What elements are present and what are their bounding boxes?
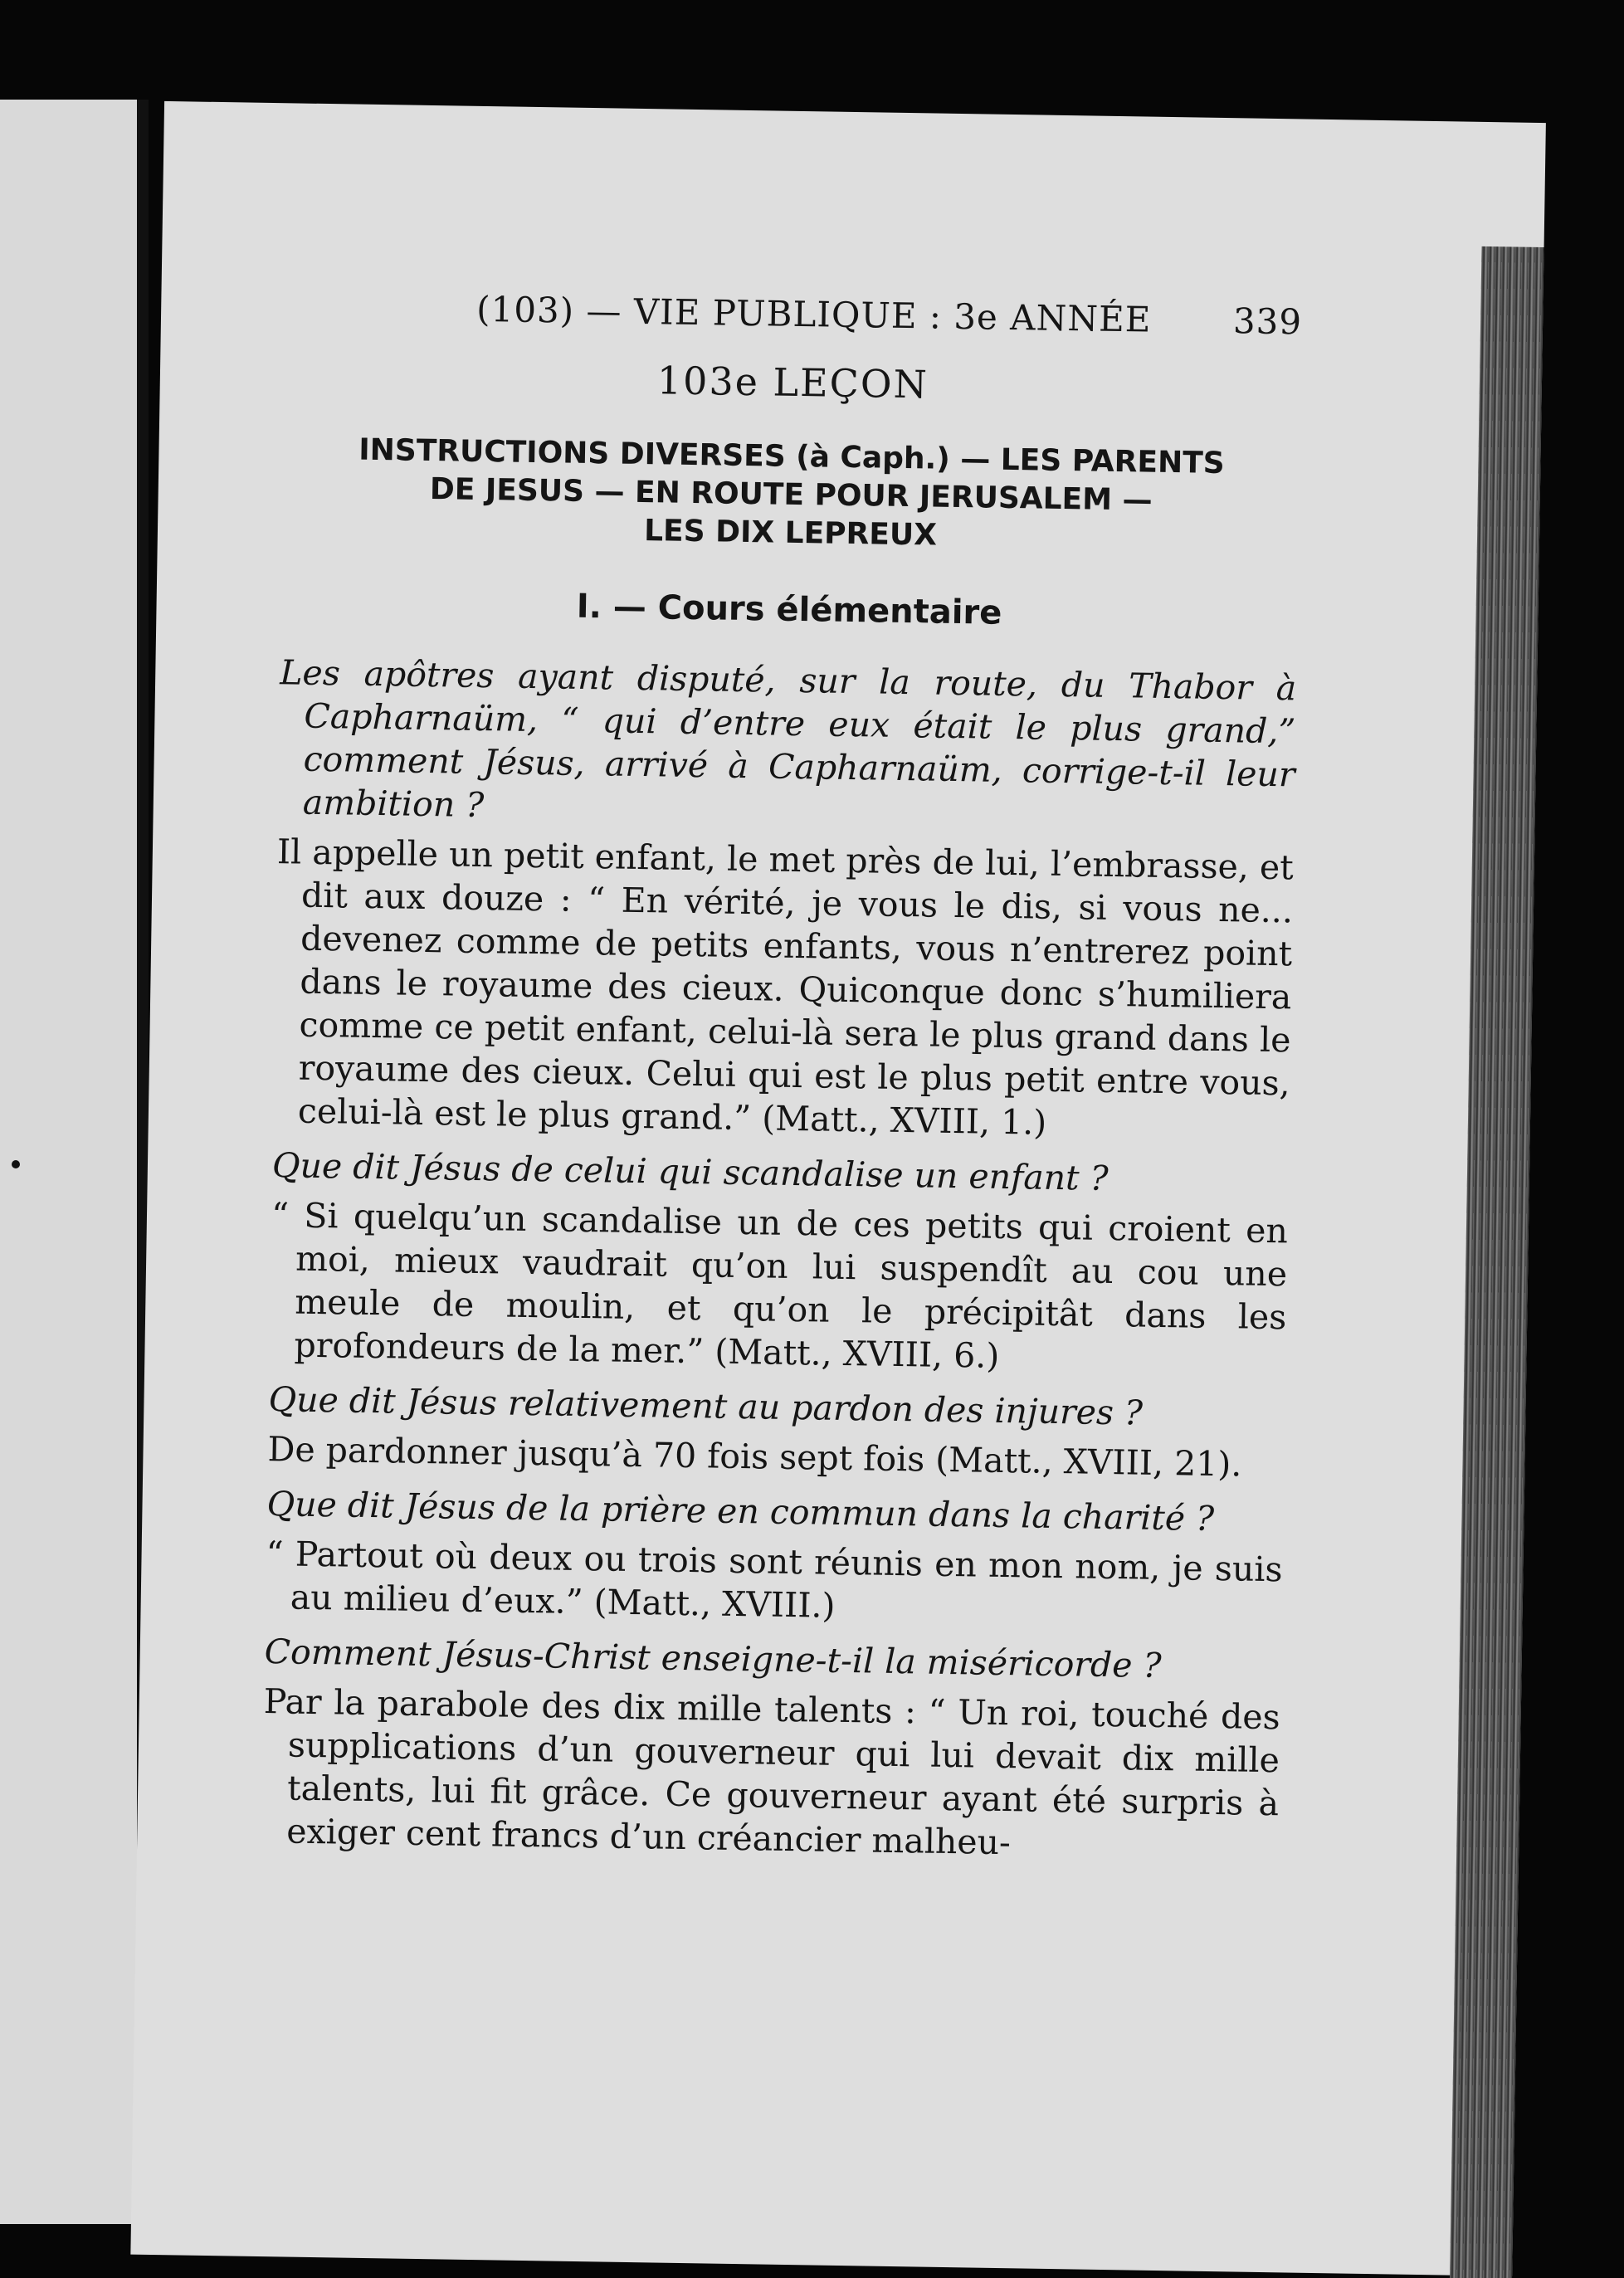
section-heading: I. — Cours élémentaire — [576, 587, 1002, 632]
lesson-title-line: INSTRUCTIONS DIVERSES (à Caph.) — LES PARENTS — [358, 432, 1225, 481]
page-stack-edge — [1448, 246, 1544, 2278]
question: Que dit Jésus de la prière en commun dans la charité ? — [266, 1484, 1215, 1539]
answer: Il appelle un petit enfant, le met près de lui, l’embrasse, et dit aux douze : “ En vérité, je vous le dis, si vous ne... devenez comme de petits enfants, vous n’entrerez point dans le royaume des cieux. Quiconque donc s’humiliera comme ce petit enfant, celui-là sera le plus grand dans le royaume des cieux. Celui qui est le plus petit entre vous, celui-là est le plus grand.” (Matt., XVIII, 1.) — [276, 832, 1295, 1143]
lesson-number: 103e LEÇON — [656, 358, 929, 407]
ink-speck — [12, 1160, 20, 1168]
answer: De pardonner jusqu’à 70 fois sept fois (Matt., XVIII, 21). — [267, 1429, 1242, 1485]
running-head-title: (103) — VIE PUBLIQUE : 3e ANNÉE — [475, 288, 1152, 340]
answer: Par la parabole des dix mille talents : “ Un roi, touché des supplications d’un gouverneur qui lui devait dix mille talents, lui fit grâce. Ce gouverneur ayant été surpris à exiger cent francs d’un créancier malheu- — [263, 1681, 1281, 1863]
question: Que dit Jésus de celui qui scandalise un enfant ? — [271, 1145, 1109, 1198]
page-text — [261, 285, 1303, 1880]
answer: “ Si quelqu’un scandalise un de ces petits qui croient en moi, mieux vaudrait qu’on lui suspendît au cou une meule de moulin, et qu’on le précipitât dans les profondeurs de la mer.” (Matt., XVIII, 6.) — [271, 1195, 1289, 1376]
answer: “ Partout où deux ou trois sont réunis en mon nom, je suis au milieu d’eux.” (Matt., XVIII.) — [266, 1534, 1283, 1626]
book-page — [130, 101, 1546, 2276]
question: Comment Jésus-Christ enseigne-t-il la miséricorde ? — [264, 1632, 1162, 1686]
question: Les apôtres ayant disputé, sur la route, du Thabor à Capharnaüm, “ qui d’entre eux était le plus grand,” comment Jésus, arrivé à Capharnaüm, corrige-t-il leur ambition ? — [279, 652, 1297, 826]
question: Que dit Jésus relativement au pardon des injures ? — [268, 1379, 1144, 1433]
running-head — [285, 285, 1303, 359]
previous-page-edge — [0, 100, 149, 2224]
lesson-title-line: DE JESUS — EN ROUTE POUR JERUSALEM — — [429, 472, 1153, 518]
lesson-title-line: LES DIX LEPREUX — [643, 514, 938, 553]
page-number: 339 — [1232, 300, 1303, 343]
lesson-title — [282, 430, 1300, 560]
